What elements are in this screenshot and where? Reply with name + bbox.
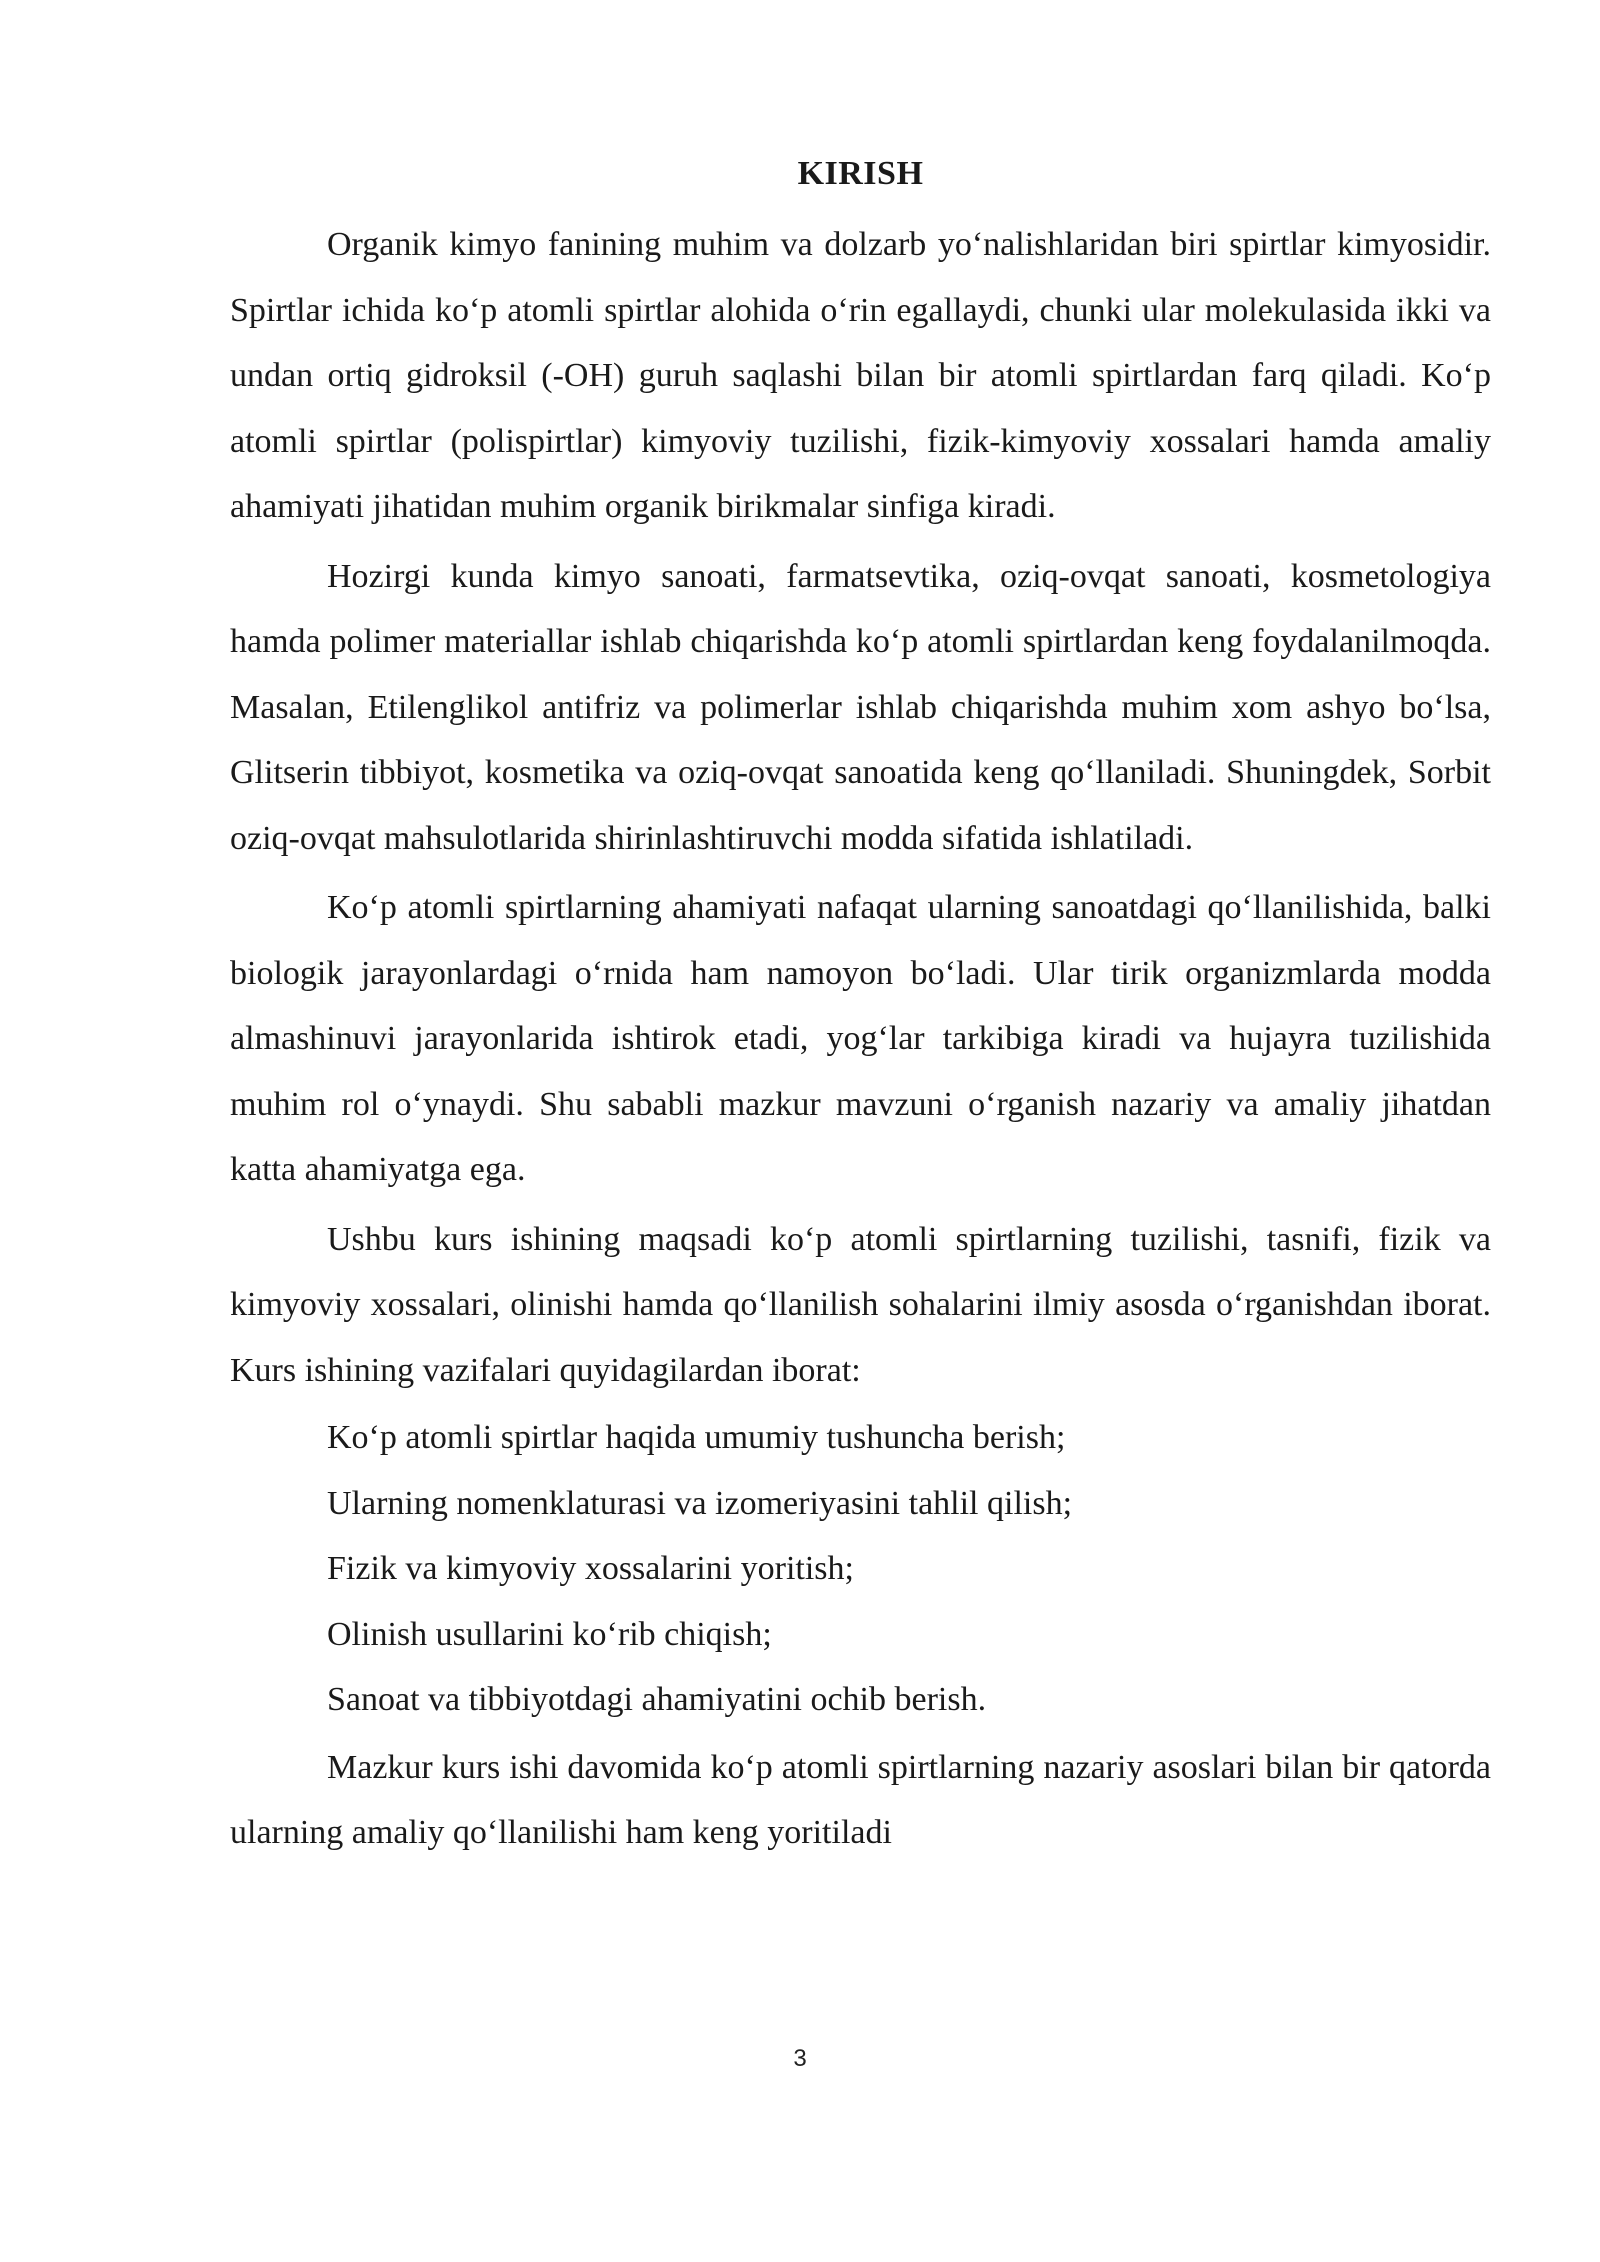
task-item: Fizik va kimyoviy xossalarini yoritish; [327,1550,854,1587]
paragraph-applications: Hozirgi kunda kimyo sanoati, farmatsevtika, oziq-ovqat sanoati, kosmetologiya hamda polimer materiallar ishlab chiqarishda ko‘p atomli spirtlardan keng foydalanilmoqda. Masalan, Etilenglikol antifriz va polimerlar ishlab chiqarishda muhim xom ashyo bo‘lsa, Glitserin tibbiyot, kosmetika va oziq-ovqat sanoatida keng qo‘llaniladi. Shuningdek, Sorbit oziq-ovqat mahsulotlarida shirinlashtiruvchi modda sifatida ishlatiladi. [230,557,1491,857]
task-item: Ko‘p atomli spirtlar haqida umumiy tushuncha berish; [327,1419,1066,1456]
task-item: Sanoat va tibbiyotdagi ahamiyatini ochib berish. [327,1681,987,1718]
page-number: 3 [793,2045,807,2072]
paragraph-closing: Mazkur kurs ishi davomida ko‘p atomli spirtlarning nazariy asoslari bilan bir qatorda ularning amaliy qo‘llanilishi ham keng yoritiladi [230,1748,1491,1851]
paragraph-biological-role: Ko‘p atomli spirtlarning ahamiyati nafaqat ularning sanoatdagi qo‘llanilishida, balki biologik jarayonlardagi o‘rnida ham namoyon bo‘ladi. Ular tirik organizmlarda modda almashinuvi jarayonlarida ishtirok etadi, yog‘lar tarkibiga kiradi va hujayra tuzilishida muhim rol o‘ynaydi. Shu sababli mazkur mavzuni o‘rganish nazariy va amaliy jihatdan katta ahamiyatga ega. [230,889,1491,1188]
paragraph-intro: Organik kimyo fanining muhim va dolzarb yo‘nalishlaridan biri spirtlar kimyosidir. Spirtlar ichida ko‘p atomli spirtlar alohida o‘rin egallaydi, chunki ular molekulasida ikki va undan ortiq gidroksil (-OH) guruh saqlashi bilan bir atomli spirtlardan farq qiladi. Ko‘p atomli spirtlar (polispirtlar) kimyoviy tuzilishi, fizik-kimyoviy xossalari hamda amaliy ahamiyati jihatidan muhim organik birikmalar sinfiga kiradi. [230,226,1491,525]
task-item: Olinish usullarini ko‘rib chiqish; [327,1615,772,1653]
page-title: KIRISH [797,155,924,192]
page-content [230,148,1491,1870]
task-item: Ularning nomenklaturasi va izomeriyasini tahlil qilish; [327,1484,1073,1522]
paragraph-course-goal: Ushbu kurs ishining maqsadi ko‘p atomli spirtlarning tuzilishi, tasnifi, fizik va kimyoviy xossalari, olinishi hamda qo‘llanilish sohalarini ilmiy asosda o‘rganishdan iborat. Kurs ishining vazifalari quyidagilardan iborat: [230,1220,1491,1389]
